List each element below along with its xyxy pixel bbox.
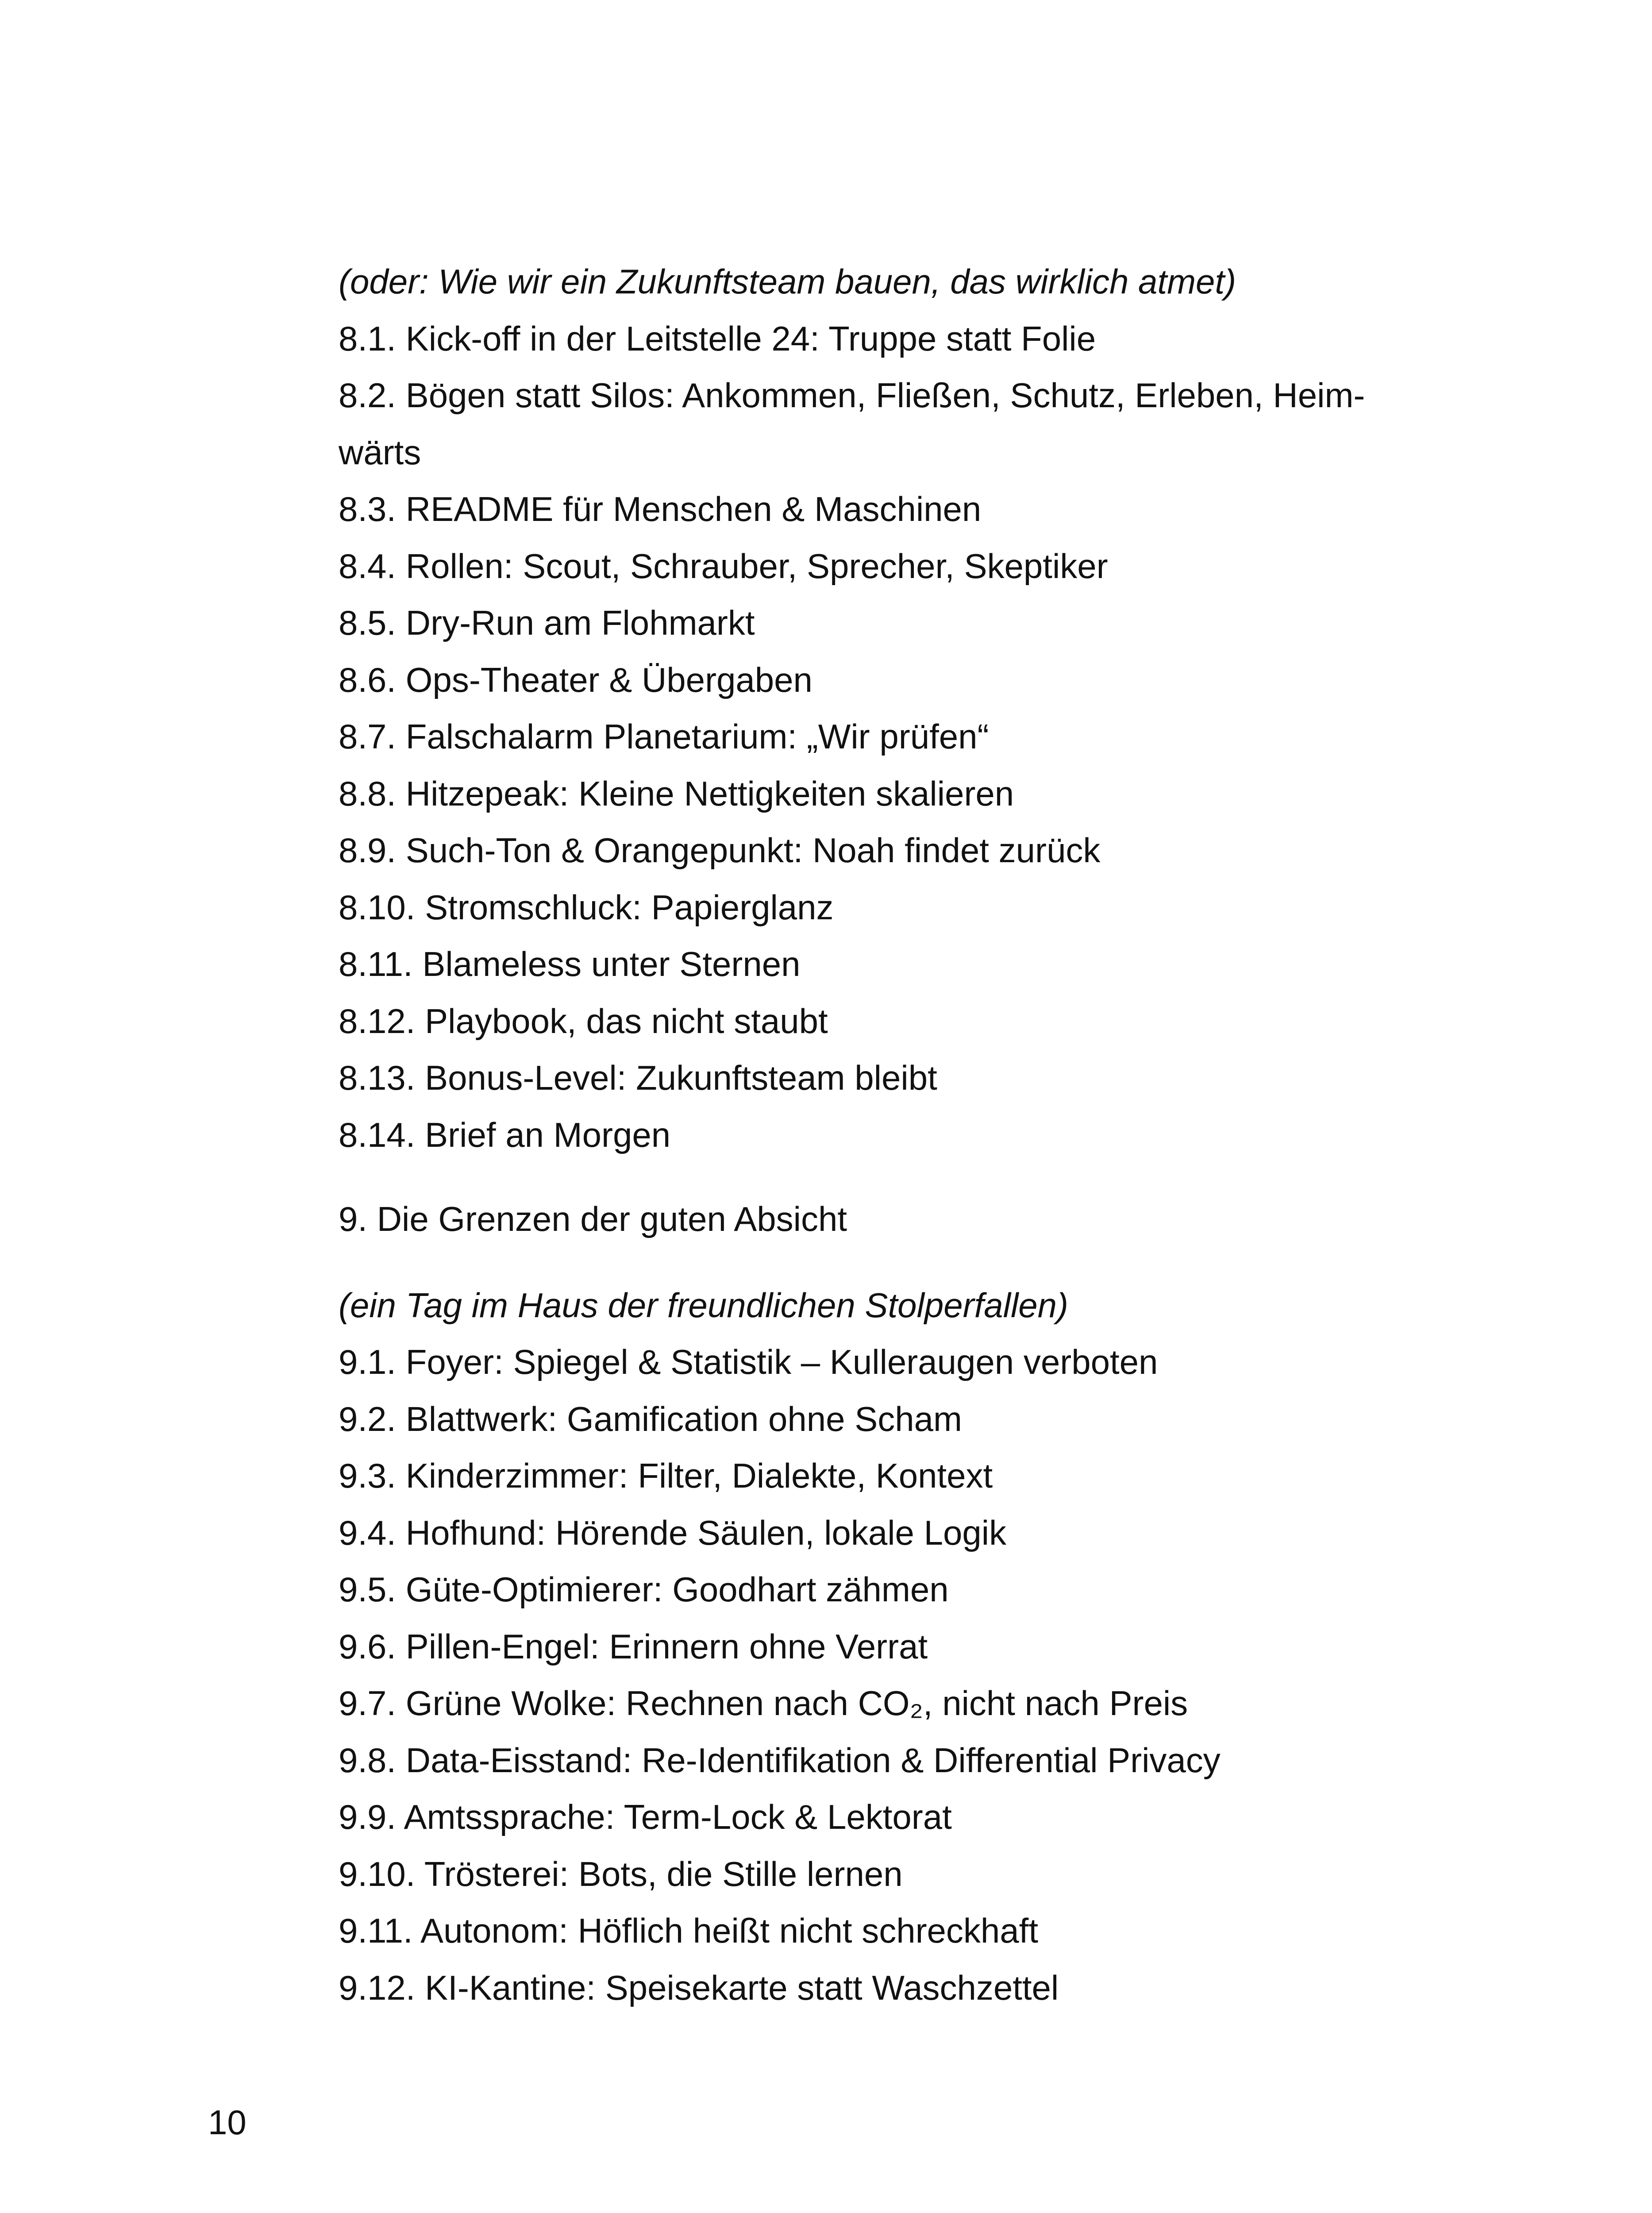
toc-item-8-3: 8.3. README für Menschen & Maschinen bbox=[339, 490, 982, 528]
section-9-subtitle: (ein Tag im Haus der freundlichen Stolperfallen) bbox=[339, 1285, 1069, 1325]
toc-item-8-5: 8.5. Dry-Run am Flohmarkt bbox=[339, 603, 755, 642]
toc-item-8-9: 8.9. Such-Ton & Orangepunkt: Noah findet zurück bbox=[339, 831, 1101, 870]
toc-item-9-9: 9.9. Amtssprache: Term-Lock & Lektorat bbox=[339, 1797, 952, 1836]
toc-item-8-7: 8.7. Falschalarm Planetarium: „Wir prüfen“ bbox=[339, 717, 989, 756]
toc-item-9-8: 9.8. Data-Eisstand: Re-Identifikation & Differential Privacy bbox=[339, 1740, 1221, 1780]
toc-item-9-12: 9.12. KI-Kantine: Speisekarte statt Waschzettel bbox=[339, 1968, 1059, 2007]
section-8-subtitle: (oder: Wie wir ein Zukunftsteam bauen, das wirklich atmet) bbox=[339, 262, 1236, 301]
toc-item-8-10: 8.10. Stromschluck: Papierglanz bbox=[339, 887, 834, 927]
toc-item-9-1: 9.1. Foyer: Spiegel & Statistik – Kulleraugen verboten bbox=[339, 1342, 1158, 1381]
toc-item-9-11: 9.11. Autonom: Höflich heißt nicht schreckhaft bbox=[339, 1911, 1039, 1950]
spacer bbox=[339, 1163, 1489, 1191]
toc-item-9-2: 9.2. Blattwerk: Gamification ohne Scham bbox=[339, 1399, 962, 1438]
toc-item-8-2-continued: wärts bbox=[339, 432, 421, 472]
toc-item-9-10: 9.10. Trösterei: Bots, die Stille lernen bbox=[339, 1854, 903, 1893]
toc-item-9-4: 9.4. Hofhund: Hörende Säulen, lokale Logik bbox=[339, 1513, 1007, 1552]
toc-item-8-12: 8.12. Playbook, das nicht staubt bbox=[339, 1001, 828, 1041]
toc-item-8-4: 8.4. Rollen: Scout, Schrauber, Sprecher, Skeptiker bbox=[339, 546, 1108, 586]
toc-item-9-7: 9.7. Grüne Wolke: Rechnen nach CO₂, nicht nach Preis bbox=[339, 1684, 1188, 1723]
toc-item-8-13: 8.13. Bonus-Level: Zukunftsteam bleibt bbox=[339, 1058, 937, 1097]
toc-item-8-8: 8.8. Hitzepeak: Kleine Nettigkeiten skalieren bbox=[339, 774, 1014, 813]
toc-item-9-3: 9.3. Kinderzimmer: Filter, Dialekte, Kontext bbox=[339, 1456, 993, 1495]
toc-item-8-2: 8.2. Bögen statt Silos: Ankommen, Fließen, Schutz, Erleben, Heim- bbox=[339, 376, 1365, 415]
page-number: 10 bbox=[208, 2103, 246, 2142]
toc-item-8-6: 8.6. Ops-Theater & Übergaben bbox=[339, 660, 813, 699]
toc-item-8-14: 8.14. Brief an Morgen bbox=[339, 1115, 671, 1154]
toc-item-8-1: 8.1. Kick-off in der Leitstelle 24: Truppe statt Folie bbox=[339, 319, 1096, 358]
table-of-contents bbox=[339, 253, 1489, 2016]
toc-item-8-11: 8.11. Blameless unter Sternen bbox=[339, 945, 801, 983]
spacer bbox=[339, 1248, 1489, 1277]
toc-item-9-6: 9.6. Pillen-Engel: Erinnern ohne Verrat bbox=[339, 1627, 928, 1666]
toc-item-9-5: 9.5. Güte-Optimierer: Goodhart zähmen bbox=[339, 1570, 949, 1609]
section-9-heading: 9. Die Grenzen der guten Absicht bbox=[339, 1199, 847, 1238]
